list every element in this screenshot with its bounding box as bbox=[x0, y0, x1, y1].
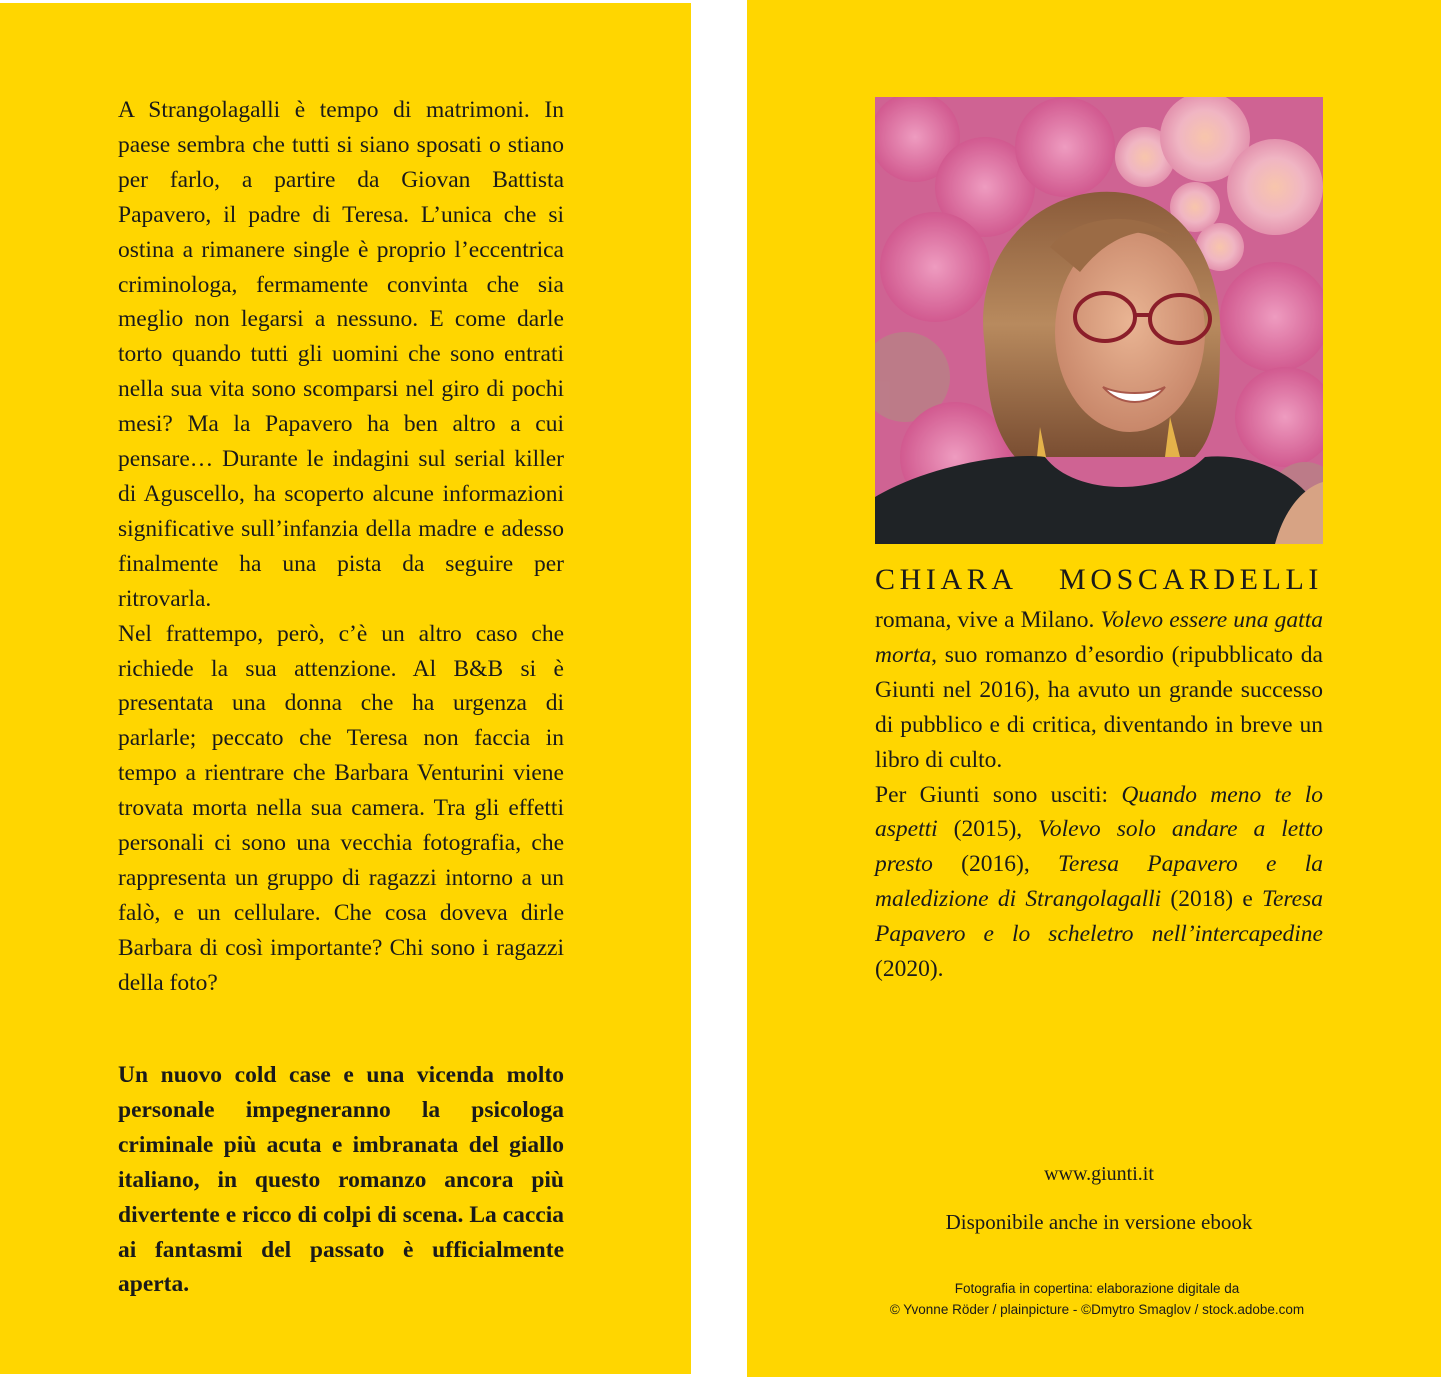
synopsis-paragraph-1: A Strangolagalli è tempo di matrimoni. In paese sembra che tutti si siano sposati o stiano per farlo, a partire da Giovan Battista Papavero, il padre di Teresa. L’unica che si ostina a rimanere single è proprio l’eccentrica criminologa, fermamente convinta che sia meglio non legarsi a nessuno. E come darle torto quando tutti gli uomini che sono entrati nella sua vita sono scomparsi nel giro di pochi mesi? Ma la Papavero ha ben altro a cui pensare… Durante le indagini sul serial killer di Aguscello, ha scoperto alcune informazioni significative sull’infanzia della madre e adesso finalmente ha una pista da seguire per ritrovarla. bbox=[118, 97, 564, 612]
bio-text: , suo romanzo d’esordio (ripubblicato da Giunti nel 2016), ha avuto un grande successo di pubblico e di critica, diventando in breve un libro di culto. bbox=[875, 641, 1323, 773]
left-flap bbox=[0, 3, 691, 1374]
synopsis bbox=[118, 93, 564, 1001]
ebook-note: Disponibile anche in versione ebook bbox=[945, 1210, 1253, 1234]
blurb bbox=[118, 1058, 564, 1302]
credits-line-2: © Yvonne Röder / plainpicture - ©Dmytro Smaglov / stock.adobe.com bbox=[889, 1302, 1305, 1317]
bio-text: Per Giunti sono usciti: bbox=[875, 781, 1122, 808]
book-year: (2018) e bbox=[1161, 886, 1263, 913]
publisher-website: www.giunti.it bbox=[1044, 1163, 1154, 1185]
book-title: Volevo solo andare a letto presto bbox=[875, 816, 1323, 878]
bio-paragraph-1 bbox=[875, 603, 1323, 778]
book-title: Teresa Papavero e lo scheletro nell’intercapedine bbox=[875, 886, 1323, 948]
right-flap bbox=[747, 0, 1441, 1377]
author-bio bbox=[875, 603, 1323, 987]
bio-text: romana, vive a Milano. bbox=[875, 607, 1101, 633]
author-photo bbox=[875, 97, 1323, 544]
blurb-text: Un nuovo cold case e una vicenda molto personale impegneranno la psicologa criminale più acuta e imbranata del giallo italiano, in questo romanzo ancora più divertente e ricco di colpi di scena. La caccia ai fantasmi del passato è ufficialmente aperta. bbox=[118, 1062, 564, 1298]
book-year: (2020). bbox=[875, 956, 944, 983]
author-name: CHIARA MOSCARDELLI bbox=[875, 563, 1323, 596]
book-title: Volevo essere una gatta morta bbox=[875, 607, 1323, 668]
book-year: (2016), bbox=[932, 851, 1058, 878]
credits-line-1: Fotografia in copertina: elaborazione digitale da bbox=[954, 1281, 1240, 1296]
book-title: Quando meno te lo aspetti bbox=[875, 781, 1323, 843]
photo-credits bbox=[847, 1278, 1347, 1320]
bio-paragraph-2 bbox=[875, 778, 1323, 987]
synopsis-paragraph-2: Nel frattempo, però, c’è un altro caso che richiede la sua attenzione. Al B&B si è presentata una donna che ha urgenza di parlarle; peccato che Teresa non faccia in tempo a rientrare che Barbara Venturini viene trovata morta nella sua camera. Tra gli effetti personali ci sono una vecchia fotografia, che rappresenta un gruppo di ragazzi intorno a un falò, e un cellulare. Che cosa doveva dirle Barbara di così importante? Chi sono i ragazzi della foto? bbox=[118, 620, 564, 996]
book-title: Teresa Papavero e la maledizione di Strangolagalli bbox=[875, 851, 1324, 913]
book-year: (2015), bbox=[937, 816, 1039, 843]
